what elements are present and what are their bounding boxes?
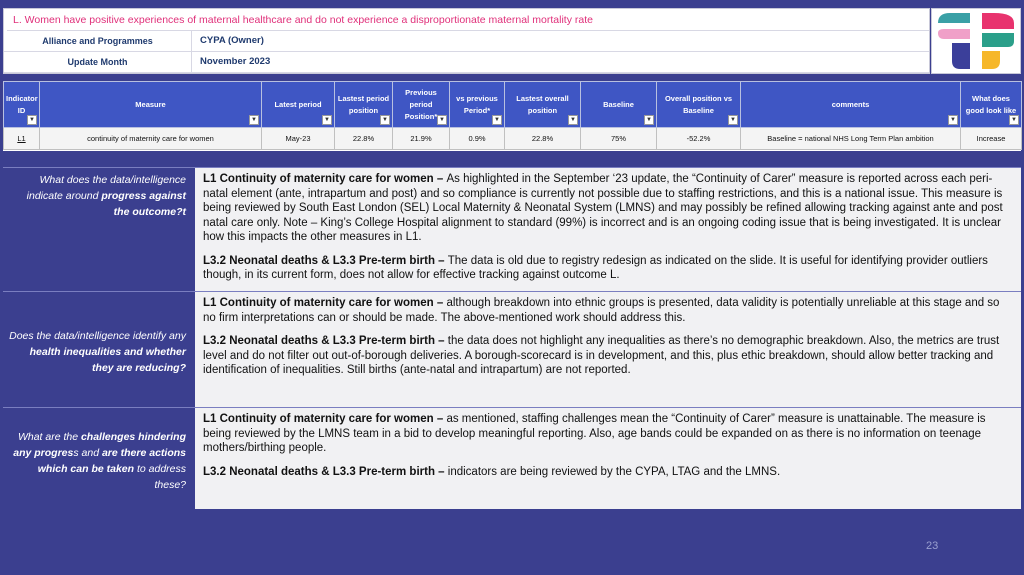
partnership-logo-icon bbox=[932, 9, 1020, 73]
measure-cell: continuity of maternity care for women bbox=[40, 128, 262, 150]
header-row-alliance bbox=[4, 31, 929, 52]
header-row-update-month bbox=[4, 52, 929, 73]
baseline-cell: 75% bbox=[581, 128, 657, 150]
filter-dropdown-icon[interactable]: ▼ bbox=[728, 115, 738, 125]
page-number: 23 bbox=[926, 540, 939, 552]
col-header-latest-position[interactable]: Lastest period position ▼ bbox=[335, 82, 393, 128]
header-panel bbox=[3, 8, 930, 74]
alliance-value: CYPA (Owner) bbox=[200, 35, 264, 46]
progress-panel bbox=[3, 167, 1021, 291]
filter-dropdown-icon[interactable]: ▼ bbox=[322, 115, 332, 125]
indicator-id-link[interactable]: L1 bbox=[4, 128, 40, 150]
filter-dropdown-icon[interactable]: ▼ bbox=[1009, 115, 1019, 125]
inequalities-answer: L1 Continuity of maternity care for women – although breakdown into ethnic groups is presented, data validity is potentially unreliable at this stage and so no firm interpretations can or should be made. The above-mentioned work should address this. L3.2 Neonatal deaths & L3.3 Pre-term birth – the data does not highlight any inequalities as there’s no demographic breakdown. Also, the metrics are trust level and do not filter out out-of-borough deliveries. A borough-scorecard is in development, and this, plus ethic breakdown, should allow better tracking and identification of inequalities. Still births (ante-natal and intrapartum) are not reported. bbox=[195, 292, 1021, 407]
inequalities-panel bbox=[3, 291, 1021, 407]
challenges-question: What are the challenges hindering any progress and are there actions which can be taken to address these? bbox=[3, 408, 192, 509]
good-looks-like-cell: Increase bbox=[961, 128, 1022, 150]
col-header-indicator-id[interactable]: Indicator ID ▼ bbox=[4, 82, 40, 128]
filter-dropdown-icon[interactable]: ▼ bbox=[27, 115, 37, 125]
overall-vs-baseline-cell: -52.2% bbox=[657, 128, 741, 150]
col-header-latest-period[interactable]: Latest period ▼ bbox=[262, 82, 335, 128]
comments-cell: Baseline = national NHS Long Term Plan ambition bbox=[741, 128, 961, 150]
update-month-label: Update Month bbox=[4, 52, 192, 72]
previous-position-cell: 21.9% bbox=[393, 128, 450, 150]
vs-previous-cell: 0.9% bbox=[450, 128, 505, 150]
outcome-title: L. Women have positive experiences of maternal healthcare and do not experience a disproportionate maternal mortality rate bbox=[7, 9, 929, 31]
progress-question: What does the data/intelligence indicate around progress against the outcome?t bbox=[3, 168, 192, 291]
alliance-label: Alliance and Programmes bbox=[4, 31, 192, 51]
latest-period-cell: May-23 bbox=[262, 128, 335, 150]
col-header-good-looks-like[interactable]: What does good look like ▼ bbox=[961, 82, 1022, 128]
filter-dropdown-icon[interactable]: ▼ bbox=[948, 115, 958, 125]
filter-dropdown-icon[interactable]: ▼ bbox=[492, 115, 502, 125]
filter-dropdown-icon[interactable]: ▼ bbox=[568, 115, 578, 125]
table-row bbox=[4, 128, 1022, 150]
filter-dropdown-icon[interactable]: ▼ bbox=[249, 115, 259, 125]
col-header-latest-overall[interactable]: Lastest overall position ▼ bbox=[505, 82, 581, 128]
table-header-row bbox=[4, 82, 1022, 128]
logo bbox=[931, 8, 1021, 74]
update-month-value: November 2023 bbox=[200, 56, 271, 67]
col-header-measure[interactable]: Measure ▼ bbox=[40, 82, 262, 128]
indicator-table bbox=[3, 81, 1021, 151]
col-header-vs-previous[interactable]: vs previous Period* ▼ bbox=[450, 82, 505, 128]
col-header-comments[interactable]: comments ▼ bbox=[741, 82, 961, 128]
latest-position-cell: 22.8% bbox=[335, 128, 393, 150]
challenges-answer: L1 Continuity of maternity care for women – as mentioned, staffing challenges mean the “Continuity of Carer” measure is unattainable. The measure is being reviewed by the LMNS team in a bid to develop meaningful reporting. Also, age bands could be expanded on as there is no information on teenage mothers/birthing people. L3.2 Neonatal deaths & L3.3 Pre-term birth – indicators are being reviewed by the CYPA, LTAG and the LMNS. bbox=[195, 408, 1021, 509]
inequalities-question: Does the data/intelligence identify any health inequalities and whether they are reducing? bbox=[3, 292, 192, 407]
progress-answer: L1 Continuity of maternity care for women – As highlighted in the September ‘23 update, the “Continuity of Carer” measure is reported across each peri-natal element (ante, intrapartum and post) and so compliance is currently not possible due to staffing restrictions, and this is a national issue. This measure is being reviewed by South East London (SEL) Local Maternity & Neonatal System (LMNS) and may possibly be refined allowing tracking against ante and post natal care only. Note – King’s College Hospital alignment to standard (99%) is incorrect and is an ongoing coding issue that is being investigated. It is unclear how this impacts the other measures in L1. L3.2 Neonatal deaths & L3.3 Pre-term birth – The data is old due to registry redesign as indicated on the slide. It is useful for identifying provider outliers though, in its current form, does not allow for effective tracking against outcome L. bbox=[195, 168, 1021, 291]
col-header-baseline[interactable]: Baseline ▼ bbox=[581, 82, 657, 128]
col-header-previous-position[interactable]: Previous period Position* ▼ bbox=[393, 82, 450, 128]
filter-dropdown-icon[interactable]: ▼ bbox=[437, 115, 447, 125]
filter-dropdown-icon[interactable]: ▼ bbox=[380, 115, 390, 125]
latest-overall-cell: 22.8% bbox=[505, 128, 581, 150]
col-header-overall-vs-baseline[interactable]: Overall position vs Baseline ▼ bbox=[657, 82, 741, 128]
filter-dropdown-icon[interactable]: ▼ bbox=[644, 115, 654, 125]
challenges-panel bbox=[3, 407, 1021, 509]
